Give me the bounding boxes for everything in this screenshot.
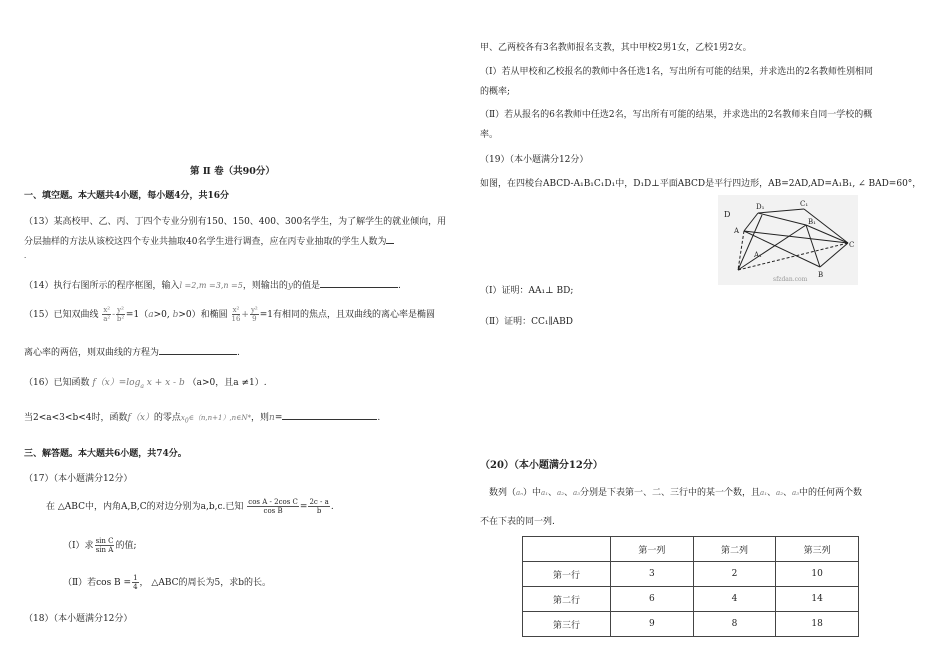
q15-pre: （15）已知双曲线 bbox=[24, 310, 99, 320]
q20-sep2: 、 bbox=[564, 488, 574, 498]
table-col-header: 第二列 bbox=[693, 537, 776, 562]
table-cell: 8 bbox=[693, 612, 776, 637]
q20-b1: a₁ bbox=[760, 489, 768, 497]
q17-p1-post: 的值; bbox=[115, 541, 137, 551]
q20-post2: 中的任何两个数 bbox=[799, 488, 863, 498]
q20-mid: ）中 bbox=[523, 488, 542, 498]
q15-plus: + bbox=[241, 310, 249, 320]
q18-p1-line2: 的概率; bbox=[480, 87, 511, 97]
q20-a3: a₃ bbox=[573, 489, 581, 497]
table-cell: 2 bbox=[693, 562, 776, 587]
q16-zero: x0∈（n,n+1）,n∈N* bbox=[180, 414, 251, 425]
table-header-row bbox=[523, 537, 859, 562]
q20-table bbox=[522, 536, 859, 637]
q20-line1 bbox=[489, 485, 862, 498]
table-cell: 14 bbox=[776, 587, 859, 612]
q16-eq: = bbox=[274, 413, 283, 423]
q20-pre: 数列（ bbox=[489, 488, 517, 498]
q18-p1-line1: （Ⅰ）若从甲校和乙校报名的教师中各任选1名，写出所有可能的结果，并求选出的2名教师性别相同 bbox=[480, 67, 874, 77]
q17-p2-frac: $\frac{1}{4}$ bbox=[133, 574, 138, 591]
q16-cond: （a>0，且 bbox=[187, 378, 234, 388]
q20-header: （20）（本小题满分12分） bbox=[480, 460, 603, 471]
label-b: B bbox=[818, 271, 824, 279]
figure-watermark: sfzdan.com bbox=[773, 276, 808, 283]
q17-p1-pre: （Ⅰ）求 bbox=[63, 541, 94, 551]
q14-pre: （14）执行右图所示的程序框图，输入 bbox=[24, 281, 180, 291]
q15-end: . bbox=[237, 348, 240, 358]
label-a1: A₁ bbox=[754, 251, 762, 259]
section-title: 第 Ⅱ 卷（共90分） bbox=[190, 166, 275, 177]
table-row-label: 第二行 bbox=[523, 587, 611, 612]
q20-sep1: 、 bbox=[548, 488, 558, 498]
q14-mid: ，则输出的 bbox=[242, 281, 288, 291]
q15-line1 bbox=[24, 306, 435, 323]
q16-fx2: f（x） bbox=[127, 413, 154, 423]
q20-b3: a₃ bbox=[792, 489, 800, 497]
q17-stem bbox=[46, 498, 334, 515]
q17-pre: 在 △ABC中，内角A,B,C的对边分别为a,b,c.已知 bbox=[46, 502, 244, 512]
q16-line2-post: ，则 bbox=[251, 413, 270, 423]
label-a: A bbox=[734, 227, 740, 235]
label-d: D bbox=[724, 210, 731, 219]
label-c: C bbox=[849, 241, 855, 249]
part1-heading: 一、填空题。本大题共4小题，每小题4分，共16分 bbox=[24, 191, 230, 201]
table-row bbox=[523, 587, 859, 612]
q13-line2-text: 分层抽样的方法从该校这四个专业共抽取40名学生进行调查，应在丙专业抽取的学生人数为 bbox=[24, 237, 387, 247]
q17-part2 bbox=[63, 574, 271, 591]
q19-text: 如图，在四棱台ABCD-A₁B₁C₁D₁中，D₁D⊥平面ABCD是平行四边形，AB=2AD,AD=A₁B₁, ∠ BAD=60°， bbox=[480, 179, 922, 189]
table-cell: 9 bbox=[611, 612, 694, 637]
q19-part1: （Ⅰ）证明：AA₁⊥ BD; bbox=[480, 286, 574, 296]
table-row bbox=[523, 612, 859, 637]
q17-p2-pre: （Ⅱ）若cos B = bbox=[63, 578, 132, 588]
q14 bbox=[24, 278, 401, 291]
q16-end: . bbox=[263, 378, 267, 388]
q15-b: b bbox=[172, 310, 179, 320]
q16-line2-mid: 的零点 bbox=[153, 413, 181, 423]
q19-header: （19）（本小题满分12分） bbox=[480, 155, 589, 165]
q15-eq1: =1（ bbox=[125, 310, 149, 320]
q16-pre: （16）已知函数 bbox=[24, 378, 90, 388]
q16-end2: . bbox=[377, 413, 381, 423]
table-cell: 6 bbox=[611, 587, 694, 612]
table-row-label: 第一行 bbox=[523, 562, 611, 587]
q14-params: l =2,m =3,n =5 bbox=[179, 281, 243, 290]
table-cell: 3 bbox=[611, 562, 694, 587]
q19-figure bbox=[718, 195, 858, 285]
q15-ell-frac2: $\frac{\text{y²}}{9}$ bbox=[250, 306, 258, 323]
q17-end: . bbox=[330, 502, 334, 512]
q20-b2: a₂ bbox=[776, 489, 784, 497]
part3-heading: 三、解答题。本大题共6小题，共74分。 bbox=[24, 449, 187, 459]
q17-p2-post: ， △ABC的周长为5，求b的长。 bbox=[139, 578, 271, 588]
q18-p2-line2: 率。 bbox=[480, 130, 499, 140]
q16-cond2: a ≠1） bbox=[233, 378, 264, 388]
q15-blank bbox=[159, 345, 237, 355]
q16-fx: $f(x)=\log_a$ x + x - b bbox=[92, 378, 185, 390]
q17-p1-frac: $\frac{\text{sin C}}{\text{sin A}}$ bbox=[95, 537, 114, 554]
q16-blank bbox=[282, 410, 377, 420]
q13-line2 bbox=[24, 234, 394, 247]
label-c1: C₁ bbox=[800, 200, 809, 208]
q15-minus: - bbox=[112, 310, 116, 320]
q15-line2 bbox=[24, 345, 240, 358]
q13-line1: （13）某高校甲、乙、丙、丁四个专业分别有150、150、400、300名学生，为了解学生的就业倾向，用 bbox=[24, 217, 447, 227]
q15-line2-text: 离心率的两倍，则双曲线的方程为 bbox=[24, 348, 160, 358]
table-corner bbox=[523, 537, 611, 562]
table-row bbox=[523, 562, 859, 587]
q20-sep4: 、 bbox=[783, 488, 793, 498]
q20-a1: a₁ bbox=[541, 489, 549, 497]
table-cell: 18 bbox=[776, 612, 859, 637]
q19-part2: （Ⅱ）证明：CC₁∥ABD bbox=[480, 317, 573, 327]
q20-post: 分别是下表第一、二、三行中的某一个数，且 bbox=[580, 488, 761, 498]
q15-gt0b: >0）和椭圆 bbox=[178, 310, 228, 320]
q17-eq: = bbox=[299, 502, 308, 512]
q15-hyp-frac1: $\frac{\text{x²}}{\text{a²}}$ bbox=[103, 306, 111, 323]
q15-a: a bbox=[148, 310, 154, 320]
table-cell: 10 bbox=[776, 562, 859, 587]
table-col-header: 第三列 bbox=[776, 537, 859, 562]
q14-blank bbox=[320, 278, 398, 288]
q18-header: （18）（本小题满分12分） bbox=[24, 614, 133, 624]
q17-frac1: $\frac{\text{cos A - 2cos C}}{\text{cos B}}$ bbox=[248, 498, 298, 515]
q14-end: . bbox=[397, 281, 401, 291]
q20-an: aₙ bbox=[516, 489, 524, 497]
q14-post: 的值是 bbox=[292, 281, 320, 291]
q17-frac2: $\frac{2c - a}{b}$ bbox=[309, 498, 329, 515]
q16-line2-pre: 当2<a<3<b<4时，函数 bbox=[24, 413, 128, 423]
q17-part1 bbox=[63, 537, 137, 554]
q18-p2-line1: （Ⅱ）若从报名的6名教师中任选2名，写出所有可能的结果，并求选出的2名教师来自同一学校的概 bbox=[480, 110, 873, 120]
q20-line2: 不在下表的同一列. bbox=[480, 517, 555, 527]
table-cell: 4 bbox=[693, 587, 776, 612]
q16-line1 bbox=[24, 375, 267, 390]
table-col-header: 第一列 bbox=[611, 537, 694, 562]
q13-dot: . bbox=[24, 252, 27, 260]
q16-line2 bbox=[24, 410, 380, 424]
q15-hyp-frac2: $\frac{\text{y²}}{\text{b²}}$ bbox=[116, 306, 125, 323]
label-b1: B₁ bbox=[808, 218, 816, 226]
q15-gt0a: >0, bbox=[153, 310, 170, 320]
q16-n: n bbox=[269, 413, 275, 423]
q15-ell-frac1: $\frac{\text{x²}}{16}$ bbox=[231, 306, 241, 323]
q14-var: y bbox=[287, 281, 293, 291]
q15-post: =1有相同的焦点，且双曲线的离心率是椭圆 bbox=[259, 310, 436, 320]
q20-a2: a₂ bbox=[557, 489, 565, 497]
q13-blank bbox=[386, 234, 394, 244]
q18-cont: 甲、乙两校各有3名教师报名支教，其中甲校2男1女，乙校1男2女。 bbox=[480, 43, 752, 53]
label-d1: D₁ bbox=[756, 203, 765, 211]
table-row-label: 第三行 bbox=[523, 612, 611, 637]
q20-sep3: 、 bbox=[767, 488, 777, 498]
q17-header: （17）（本小题满分12分） bbox=[24, 474, 133, 484]
